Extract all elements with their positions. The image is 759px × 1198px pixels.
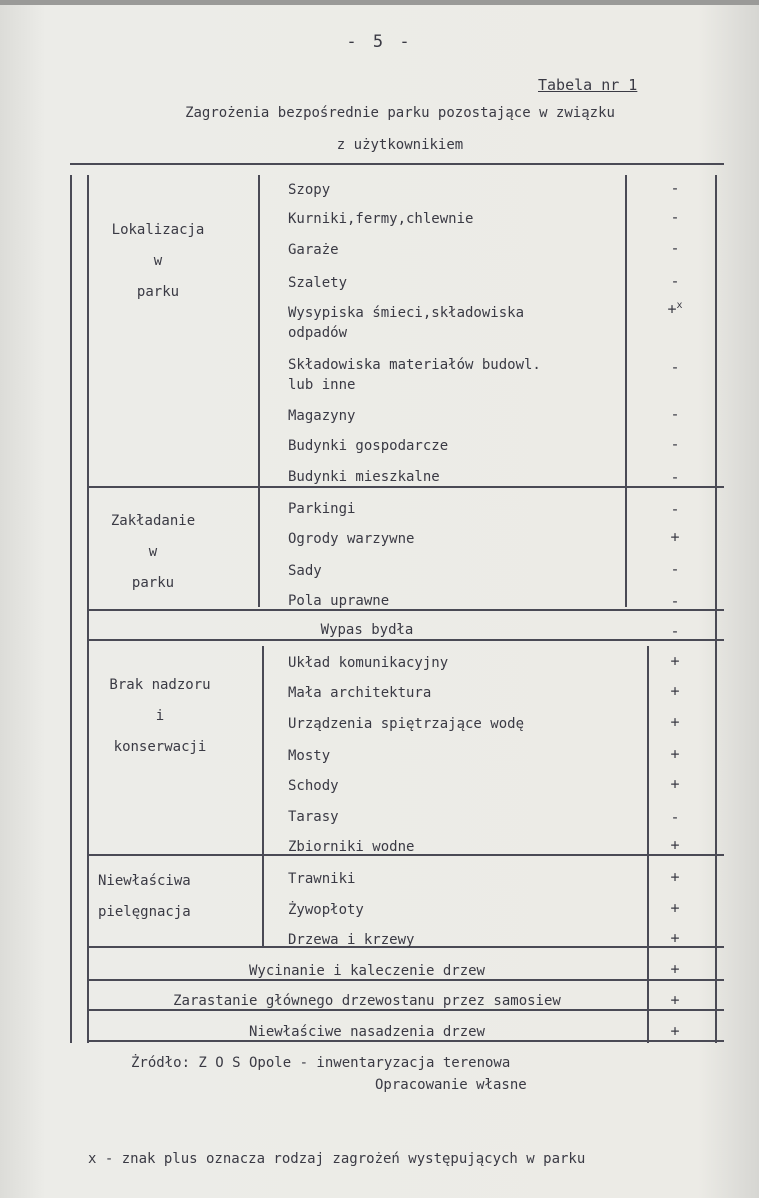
row-label: Ogrody warzywne [288,531,415,547]
source-note-line2: Opracowanie własne [375,1077,527,1093]
group-zakladanie: Zakładanie w parku [110,513,196,591]
row-mark: + [670,682,680,700]
footnote: x - znak plus oznacza rodzaj zagrożeń występujących w parku [88,1151,586,1167]
row-label: Pola uprawne [288,593,390,609]
group-lokalizacja: Lokalizacja w parku [111,222,205,300]
row-mark: - [670,239,680,257]
section-divider [87,1009,724,1011]
row-mark: - [670,468,680,486]
column-divider [258,175,260,607]
row-mark: + [670,1022,680,1040]
row-mark: + [670,899,680,917]
column-divider [262,646,264,946]
row-mark: + [670,991,680,1009]
row-label: Garaże [288,242,339,258]
row-label: Żywopłoty [288,902,364,918]
row-label: Układ komunikacyjny [288,655,449,671]
section-divider [87,979,724,981]
row-label: Wysypiska śmieci,składowiska [288,305,525,321]
row-mark-with-footnote: +$^x$ [667,300,683,318]
table-label: Tabela nr 1 [538,76,638,94]
row-label: Urządzenia spiętrzające wodę [288,716,525,732]
row-label-wide: Wypas bydła [320,622,414,638]
row-mark: + [670,652,680,670]
row-mark: + [670,836,680,854]
row-mark: - [670,435,680,453]
row-label-continued: odpadów [288,325,348,341]
row-label: Mała architektura [288,685,432,701]
row-label-wide: Zarastanie głównego drzewostanu przez samosiew [173,993,561,1009]
section-divider [87,486,724,488]
row-label: Tarasy [288,809,339,825]
row-mark: - [670,500,680,518]
row-label: Mosty [288,748,331,764]
table-title-line2: z użytkownikiem [336,137,464,153]
mark-column-divider [625,175,627,607]
row-mark: + [670,868,680,886]
row-mark: - [670,272,680,290]
section-divider [87,609,724,611]
row-label: Budynki gospodarcze [288,438,449,454]
row-label: Magazyny [288,408,356,424]
row-label: Zbiorniki wodne [288,839,415,855]
footnote-marker: x [676,300,683,311]
row-label: Parkingi [288,501,356,517]
row-mark: - [670,622,680,640]
row-label: Drzewa i krzewy [288,932,415,948]
row-mark: + [670,775,680,793]
row-mark: - [670,560,680,578]
row-mark: - [670,179,680,197]
group-brak-nadzoru: Brak nadzoru i konserwacji [109,677,211,755]
table-top-border [70,163,724,165]
row-label-wide: Niewłaściwe nasadzenia drzew [248,1024,485,1040]
row-label: Kurniki,fermy,chlewnie [288,211,474,227]
source-note: Żródło: Z O S Opole - inwentaryzacja terenowa [131,1055,511,1071]
table-left-border [70,175,72,1043]
table-bottom-border [87,1040,724,1042]
row-mark: + [670,528,680,546]
row-label: Sady [288,563,322,579]
row-label: Budynki mieszkalne [288,469,440,485]
row-label: Szalety [288,275,348,291]
page-number: - 5 - [346,32,413,52]
group-niewlasciwa-pielegnacja: Niewłaściwa pielęgnacja [98,873,191,920]
row-label: Składowiska materiałów budowl. [288,357,541,373]
row-label: Trawniki [288,871,356,887]
row-mark: + [670,960,680,978]
row-mark: + [670,929,680,947]
page-edge [0,0,759,5]
row-mark: - [670,405,680,423]
row-label-continued: lub inne [288,377,356,393]
row-mark: - [670,808,680,826]
row-mark: - [670,208,680,226]
table-title: Zagrożenia bezpośrednie parku pozostające w związku [185,105,615,121]
row-mark: - [670,592,680,610]
row-mark: - [670,358,680,376]
row-label-wide: Wycinanie i kaleczenie drzew [248,963,485,979]
row-label: Schody [288,778,339,794]
row-mark: + [670,745,680,763]
section-divider [87,639,724,641]
row-label: Szopy [288,182,331,198]
row-mark: + [670,713,680,731]
